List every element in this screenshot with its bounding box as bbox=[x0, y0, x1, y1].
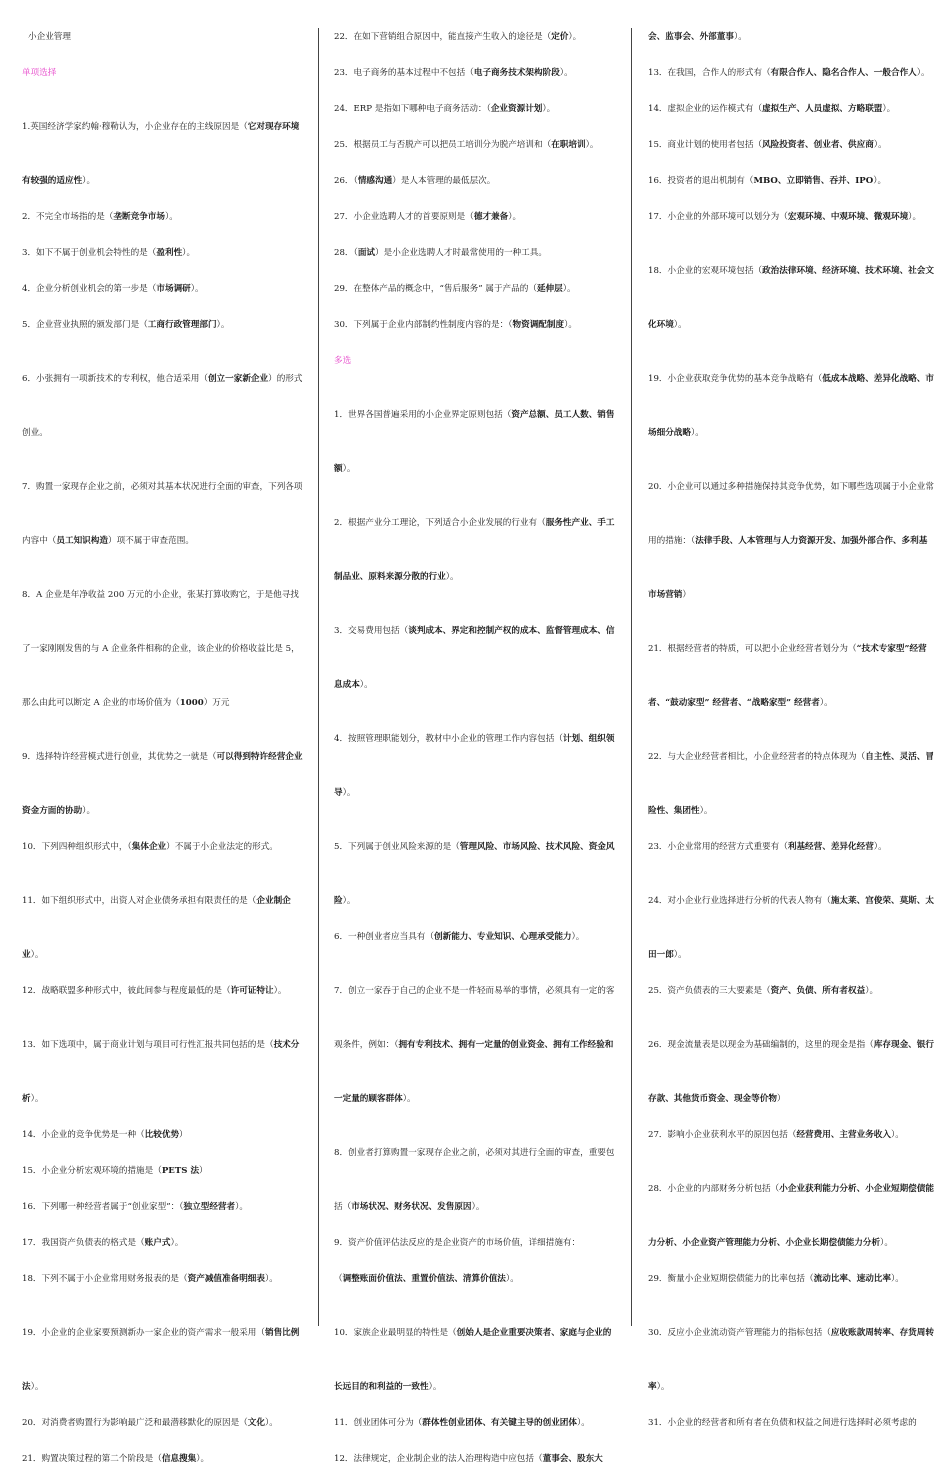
question-ending: ）。 bbox=[916, 68, 930, 78]
question-ending: ）。 bbox=[564, 320, 577, 330]
question-item bbox=[22, 460, 304, 568]
question-ending: ）。 bbox=[264, 1418, 278, 1428]
question-text: 16．下列哪一种经营者属于“创业家型”：（ bbox=[22, 1202, 184, 1212]
question-text: 23．电子商务的基本过程中不包括（ bbox=[334, 68, 474, 78]
question-item bbox=[648, 1126, 934, 1144]
question-ending: ）。 bbox=[873, 842, 887, 852]
question-item bbox=[22, 1450, 304, 1468]
question-ending: ）。 bbox=[673, 320, 687, 330]
question-ending: ）的形式创业。 bbox=[22, 374, 303, 438]
question-item bbox=[22, 730, 304, 838]
answer-text: 员工知识构造 bbox=[56, 536, 108, 546]
question-ending: ）。 bbox=[82, 176, 96, 186]
question-item bbox=[22, 838, 304, 856]
question-text: 2．根据产业分工理论，下列适合小企业发展的行业有（ bbox=[334, 518, 546, 528]
question-text: 18．小企业的宏观环境包括（ bbox=[648, 266, 763, 276]
question-text: 28．（ bbox=[334, 248, 358, 258]
answer-text: 有限合作人、隐名合作人、一般合作人 bbox=[770, 68, 917, 78]
question-text: 30．下列属于企业内部制约性制度内容的是：（ bbox=[334, 320, 513, 330]
question-text: 10．家族企业最明显的特性是（ bbox=[334, 1328, 457, 1338]
answer-text: 管理风险、市场风险、技术风险、资金风险 bbox=[334, 842, 615, 906]
question-text: 3．如下不属于创业机会特性的是（ bbox=[22, 248, 157, 258]
question-text: 21．根据经营者的特质，可以把小企业经营者划分为（ bbox=[648, 644, 857, 654]
question-ending: ）。 bbox=[82, 806, 96, 816]
column-divider bbox=[318, 28, 319, 1326]
question-item bbox=[648, 982, 934, 1000]
question-ending: ）。 bbox=[890, 1130, 904, 1140]
question-text: 30．反应小企业流动资产管理能力的指标包括（ bbox=[648, 1328, 831, 1338]
question-item bbox=[334, 1234, 619, 1252]
question-ending: ）。 bbox=[402, 1094, 416, 1104]
question-text: 15．商业计划的使用者包括（ bbox=[648, 140, 763, 150]
question-text: 9．资产价值评估法反应的是企业资产的市场价值，详细措施有： bbox=[334, 1238, 581, 1248]
question-text: 1.英国经济学家约翰·穆勒认为，小企业存在的主线原因是（ bbox=[22, 122, 248, 132]
question-text: 14．小企业的竞争优势是一种（ bbox=[22, 1130, 145, 1140]
question-text: 25．资产负债表的三大要素是（ bbox=[648, 986, 771, 996]
question-item bbox=[22, 1306, 304, 1414]
question-ending: ）。 bbox=[562, 284, 576, 294]
question-text: 14．虚拟企业的运作模式有（ bbox=[648, 104, 763, 114]
question-ending: ）不属于小企业法定的形式。 bbox=[166, 842, 278, 852]
question-item bbox=[22, 100, 304, 208]
answer-text: 可以得到特许经营企业资金方面的协助 bbox=[22, 752, 303, 816]
answer-text: 群体性创业团体、有关键主导的创业团体 bbox=[422, 1418, 577, 1428]
answer-text: 工商行政管理部门 bbox=[147, 320, 217, 330]
question-text: 1．世界各国普遍采用的小企业界定原则包括（ bbox=[334, 410, 512, 420]
question-text: 11．创业团体可分为（ bbox=[334, 1418, 423, 1428]
question-ending: ）。 bbox=[508, 212, 522, 222]
question-ending: ）。 bbox=[559, 68, 573, 78]
question-text: 21．购置决策过程的第二个阶段是（ bbox=[22, 1454, 162, 1464]
question-item bbox=[22, 568, 304, 730]
question-item bbox=[22, 1198, 304, 1216]
question-ending: ）。 bbox=[445, 572, 459, 582]
answer-text: 计划、组织领导 bbox=[334, 734, 615, 798]
question-text: 4．按照管理职能划分，教材中小企业的管理工作内容包括（ bbox=[334, 734, 563, 744]
question-ending: ）。 bbox=[505, 1274, 519, 1284]
answer-text: 盈利性 bbox=[156, 248, 183, 258]
answer-text: 信息搜集 bbox=[161, 1454, 197, 1464]
answer-text: 独立型经营者 bbox=[183, 1202, 236, 1212]
answer-text: 账户式 bbox=[144, 1238, 171, 1248]
question-item bbox=[334, 820, 619, 928]
answer-text: 集体企业 bbox=[131, 842, 167, 852]
question-item bbox=[22, 208, 304, 226]
question-ending: ）。 bbox=[585, 140, 599, 150]
answer-text: 流动比率、速动比率 bbox=[813, 1274, 891, 1284]
question-text: 24．对小企业行业选择进行分析的代表人物有（ bbox=[648, 896, 831, 906]
question-item bbox=[648, 874, 934, 982]
question-text: 3．交易费用包括（ bbox=[334, 626, 409, 636]
question-item bbox=[22, 1270, 304, 1288]
answer-text: 宏观环境、中观环境、微观环境 bbox=[787, 212, 909, 222]
answer-text: 许可证特让 bbox=[230, 986, 274, 996]
question-text: 20．小企业可以通过多种措施保持其竞争优势，如下哪些选项属于小企业常用的措施：（ bbox=[648, 482, 934, 546]
question-item bbox=[334, 496, 619, 604]
answer-text: 低成本战略、差异化战略、市场细分战略 bbox=[648, 374, 934, 438]
question-ending: ）是人本管理的最低层次。 bbox=[392, 176, 496, 186]
question-item bbox=[22, 1162, 304, 1180]
question-ending: ）。 bbox=[428, 1382, 442, 1392]
question-ending: ）。 bbox=[342, 464, 356, 474]
question-text: 23．小企业常用的经营方式重要有（ bbox=[648, 842, 788, 852]
question-item bbox=[334, 172, 619, 190]
question-text: 5．下列属于创业风险来源的是（ bbox=[334, 842, 460, 852]
question-ending: ）。 bbox=[235, 1202, 248, 1212]
answer-text: 延伸层 bbox=[536, 284, 563, 294]
question-text: 8．A 企业是年净收益 200 万元的小企业，张某打算收购它，于是他寻找了一家刚刚发售的与 A 企业条件相称的企业，该企业的价格收益比是 5，那么由此可以断定 A 企业的市场价值为（ bbox=[22, 590, 300, 708]
question-item bbox=[334, 1270, 619, 1288]
question-ending: ）。 bbox=[576, 1418, 590, 1428]
question-item bbox=[648, 622, 934, 730]
question-text: 17．我国资产负债表的格式是（ bbox=[22, 1238, 145, 1248]
answer-text: 销售比例法 bbox=[22, 1328, 300, 1392]
question-item bbox=[648, 100, 934, 118]
question-item bbox=[334, 28, 619, 46]
column-3 bbox=[648, 28, 934, 1428]
question-ending: ）。 bbox=[656, 1382, 670, 1392]
question-ending: ）万元 bbox=[203, 698, 230, 708]
document-title: 小企业管理 bbox=[28, 32, 71, 42]
answer-text: 服务性产业、手工制品业、原料来源分散的行业 bbox=[334, 518, 615, 582]
question-text: 5．企业营业执照的颁发部门是（ bbox=[22, 320, 148, 330]
answer-text: 资产总额、员工人数、销售额 bbox=[334, 410, 615, 474]
question-text: 9．选择特许经营模式进行创业，其优势之一就是（ bbox=[22, 752, 217, 762]
question-list-col2b bbox=[334, 388, 619, 1468]
question-text: 29．在整体产品的概念中，“售后服务” 属于产品的（ bbox=[334, 284, 537, 294]
question-item bbox=[22, 244, 304, 262]
question-item bbox=[648, 1306, 934, 1414]
answer-text: 利基经营、差异化经营 bbox=[787, 842, 874, 852]
question-item bbox=[648, 1018, 934, 1126]
question-ending: ）。 bbox=[30, 950, 44, 960]
answer-text: 面试 bbox=[357, 248, 376, 258]
question-text: 13．在我国，合作人的形式有（ bbox=[648, 68, 771, 78]
question-item bbox=[334, 100, 619, 118]
question-item bbox=[334, 712, 619, 820]
question-ending: ）。 bbox=[359, 680, 373, 690]
question-text: 4．企业分析创业机会的第一步是（ bbox=[22, 284, 157, 294]
answer-text: 创立一家新企业 bbox=[207, 374, 269, 384]
column-divider bbox=[631, 28, 632, 1326]
answer-text: 资产、负债、所有者权益 bbox=[770, 986, 866, 996]
question-item bbox=[648, 1414, 934, 1432]
answer-text: 在职培训 bbox=[551, 140, 586, 150]
column-2 bbox=[334, 28, 619, 1464]
question-item bbox=[334, 136, 619, 154]
answer-text: 经营费用、主营业务收入 bbox=[796, 1130, 891, 1140]
question-item bbox=[648, 352, 934, 460]
question-ending: ）。 bbox=[568, 32, 582, 42]
question-text: 18．下列不属于小企业常用财务报表的是（ bbox=[22, 1274, 188, 1284]
question-ending: ）。 bbox=[190, 284, 204, 294]
question-ending: ）是小企业选聘人才时最常使用的一种工具。 bbox=[375, 248, 547, 258]
answer-text: 调整账面价值法、重置价值法、清算价值法 bbox=[342, 1274, 506, 1284]
question-text: 13．如下选项中，属于商业计划与项目可行性汇报共同包括的是（ bbox=[22, 1040, 274, 1050]
question-text: 25．根据员工与否脱产可以把员工培训分为脱产培训和（ bbox=[334, 140, 552, 150]
answer-text: 定价 bbox=[551, 32, 569, 42]
answer-text: 施太莱、宫俊荣、莫斯、太田一郎 bbox=[648, 896, 934, 960]
question-text: 26．现金流量表是以现金为基础编制的，这里的现金是指（ bbox=[648, 1040, 874, 1050]
answer-text: 垄断竞争市场 bbox=[113, 212, 165, 222]
question-text: 10．下列四种组织形式中，（ bbox=[22, 842, 132, 852]
question-ending: ）。 bbox=[873, 140, 887, 150]
question-text: 11．如下组织形式中，出资人对企业债务承担有限责任的是（ bbox=[22, 896, 257, 906]
question-text: （ bbox=[334, 1274, 343, 1284]
answer-text: 拥有专利技术、拥有一定量的创业资金、拥有工作经验和一定量的顾客群体 bbox=[334, 1040, 614, 1104]
question-text: 2．不完全市场指的是（ bbox=[22, 212, 114, 222]
question-item bbox=[22, 982, 304, 1000]
question-ending: ）。 bbox=[30, 1382, 44, 1392]
question-text: 16．投资者的退出机制有（ bbox=[648, 176, 754, 186]
answer-text: 物资调配制度 bbox=[512, 320, 565, 330]
question-item bbox=[334, 1414, 619, 1432]
answer-text: 应收账款周转率、存货周转率 bbox=[648, 1328, 934, 1392]
question-item bbox=[648, 64, 934, 82]
question-item bbox=[22, 874, 304, 982]
section-heading-single-choice: 单项选择 bbox=[22, 68, 57, 78]
question-ending: ）。 bbox=[699, 806, 713, 816]
question-item bbox=[648, 208, 934, 226]
question-item bbox=[334, 1450, 619, 1468]
answer-text: 它对现存环境有较强的适应性 bbox=[22, 122, 300, 186]
question-item bbox=[334, 64, 619, 82]
question-ending: ）。 bbox=[216, 320, 230, 330]
question-ending: ）。 bbox=[873, 176, 887, 186]
question-text: 27．影响小企业获利水平的原因包括（ bbox=[648, 1130, 797, 1140]
question-ending: ）。 bbox=[865, 986, 879, 996]
answer-text: 德才兼备 bbox=[473, 212, 509, 222]
question-ending: ） bbox=[199, 1166, 208, 1176]
question-text: 28．小企业的内部财务分析包括（ bbox=[648, 1184, 780, 1194]
question-ending: ）。 bbox=[908, 212, 922, 222]
question-ending: ）项不属于审查范围。 bbox=[107, 536, 194, 546]
question-text: 15．小企业分析宏观环境的措施是（ bbox=[22, 1166, 162, 1176]
question-ending: ）。 bbox=[273, 986, 287, 996]
question-item bbox=[648, 1162, 934, 1270]
answer-text: 自主性、灵活、冒险性、集团性 bbox=[648, 752, 934, 816]
question-list-col3 bbox=[648, 28, 934, 1432]
question-text: 22．与大企业经营者相比，小企业经营者的特点体现为（ bbox=[648, 752, 866, 762]
question-text: 26．（ bbox=[334, 176, 358, 186]
question-text: 17．小企业的外部环境可以划分为（ bbox=[648, 212, 788, 222]
question-text: 22．在如下营销组合原因中，能直接产生收入的途径是（ bbox=[334, 32, 552, 42]
question-item bbox=[334, 928, 619, 946]
question-item bbox=[334, 604, 619, 712]
answer-text: 会、监事会、外部董事 bbox=[648, 32, 734, 42]
question-ending: ）。 bbox=[342, 896, 356, 906]
question-ending: ）。 bbox=[571, 932, 585, 942]
answer-text: 企业制企业 bbox=[22, 896, 291, 960]
question-item bbox=[334, 964, 619, 1126]
question-ending: ）。 bbox=[170, 1238, 184, 1248]
question-text: 19．小企业的企业家要预测新办一家企业的资产需求一般采用（ bbox=[22, 1328, 265, 1338]
answer-text: 比较优势 bbox=[144, 1130, 180, 1140]
question-item bbox=[22, 352, 304, 460]
question-item bbox=[648, 244, 934, 352]
question-ending: ）。 bbox=[471, 1202, 485, 1212]
question-item bbox=[334, 388, 619, 496]
answer-text: 企业资源计划 bbox=[490, 104, 543, 114]
question-text: 24．ERP 是指如下哪种电子商务活动：（ bbox=[334, 104, 491, 114]
question-item bbox=[334, 316, 619, 334]
question-ending: ）。 bbox=[30, 1094, 44, 1104]
question-text: 27．小企业选聘人才的首要原则是（ bbox=[334, 212, 474, 222]
question-item bbox=[22, 316, 304, 334]
question-ending: ）。 bbox=[880, 1238, 893, 1248]
question-item bbox=[22, 280, 304, 298]
question-ending: ）。 bbox=[342, 788, 356, 798]
question-item bbox=[648, 460, 934, 622]
question-ending: ）。 bbox=[196, 1454, 210, 1464]
question-ending: ）。 bbox=[264, 1274, 278, 1284]
question-ending: ）。 bbox=[542, 104, 556, 114]
answer-text: 市场调研 bbox=[156, 284, 191, 294]
question-text: 31．小企业的经营者和所有者在负债和权益之间进行选择时必须考虑的 bbox=[648, 1418, 917, 1428]
question-text: 8．创业者打算购置一家现存企业之前，必须对其进行全面的审查，重要包括（ bbox=[334, 1148, 615, 1212]
answer-text: 情感沟通 bbox=[357, 176, 393, 186]
question-item bbox=[648, 730, 934, 838]
question-list-col1 bbox=[22, 100, 304, 1468]
answer-text: 虚拟生产、人员虚拟、方略联盟 bbox=[762, 104, 883, 114]
answer-text: 电子商务技术架构阶段 bbox=[473, 68, 560, 78]
question-ending: ） bbox=[179, 1130, 188, 1140]
question-item bbox=[334, 244, 619, 262]
question-item bbox=[22, 1018, 304, 1126]
question-ending: ） bbox=[682, 590, 691, 600]
section-heading-multi-choice: 多选 bbox=[334, 356, 352, 366]
question-ending: ）。 bbox=[182, 248, 196, 258]
answer-text: 创新能力、专业知识、心理承受能力 bbox=[434, 932, 572, 942]
answer-text: 风险投资者、创业者、供应商 bbox=[762, 140, 874, 150]
answer-text: 技术分析 bbox=[22, 1040, 300, 1104]
answer-text: 文化 bbox=[247, 1418, 265, 1428]
question-ending: ）。 bbox=[164, 212, 178, 222]
answer-text: 市场状况、财务状况、发售原因 bbox=[351, 1202, 472, 1212]
question-item bbox=[334, 1126, 619, 1234]
question-item bbox=[334, 280, 619, 298]
answer-text: MBO、立即销售、吞并、IPO bbox=[753, 176, 874, 186]
question-text: 20．对消费者购置行为影响最广泛和最潜移默化的原因是（ bbox=[22, 1418, 248, 1428]
question-item bbox=[648, 838, 934, 856]
column-1 bbox=[22, 28, 304, 1464]
question-item bbox=[22, 1414, 304, 1432]
question-ending: ）。 bbox=[819, 698, 833, 708]
question-text: 12．法律规定，企业制企业的法人治理构造中应包括（ bbox=[334, 1454, 543, 1464]
question-ending: ）。 bbox=[882, 104, 896, 114]
question-text: 29．衡量小企业短期偿债能力的比率包括（ bbox=[648, 1274, 814, 1284]
question-text: 19．小企业获取竞争优势的基本竞争战略有（ bbox=[648, 374, 823, 384]
question-text: 6．小张拥有一项新技术的专利权，他合适采用（ bbox=[22, 374, 208, 384]
answer-text: 董事会、股东大 bbox=[542, 1454, 603, 1464]
answer-text: 资产减值准备明细表 bbox=[187, 1274, 265, 1284]
question-text: 7．创立一家吞于自己的企业不是一件轻而易举的事情，必须具有一定的客观条件，例如：（ bbox=[334, 986, 615, 1050]
question-list-col2a bbox=[334, 28, 619, 334]
question-text: 6．一种创业者应当具有（ bbox=[334, 932, 434, 942]
question-ending: ）。 bbox=[890, 1274, 904, 1284]
answer-text: 政治法律环境、经济环境、技术环境、社会文化环境 bbox=[648, 266, 934, 330]
answer-text: “技术专家型”经营者、“鼓动家型” 经营者、“战略家型” 经营者 bbox=[648, 644, 927, 708]
answer-text: 创始人是企业重要决策者、家庭与企业的长远目的和利益的一致性 bbox=[334, 1328, 612, 1392]
question-text: 7．购置一家现存企业之前，必须对其基本状况进行全面的审查，下列各项内容中（ bbox=[22, 482, 303, 546]
question-item bbox=[22, 1234, 304, 1252]
question-ending: ）。 bbox=[690, 428, 704, 438]
question-item bbox=[648, 172, 934, 190]
question-item bbox=[648, 136, 934, 154]
question-item bbox=[334, 1306, 619, 1414]
question-ending: ） bbox=[776, 1094, 786, 1104]
question-text: 12．战略联盟多种形式中，彼此间参与程度最低的是（ bbox=[22, 986, 231, 996]
question-item bbox=[648, 28, 934, 46]
question-ending: ）。 bbox=[673, 950, 687, 960]
answer-text: 法律手段、人本管理与人力资源开发、加强外部合作、多利基市场营销 bbox=[648, 536, 928, 600]
question-item bbox=[22, 1126, 304, 1144]
answer-text: PETS 法 bbox=[161, 1166, 200, 1176]
answer-text: 1000 bbox=[179, 698, 204, 708]
answer-text: 小企业获利能力分析、小企业短期偿债能力分析、小企业资产管理能力分析、小企业长期偿债能力分析 bbox=[648, 1184, 934, 1248]
question-item bbox=[334, 208, 619, 226]
question-ending: ）。 bbox=[733, 32, 747, 42]
answer-text: 谈判成本、界定和控制产权的成本、监督管理成本、信息成本 bbox=[334, 626, 615, 690]
question-item bbox=[648, 1270, 934, 1288]
answer-text: 库存现金、银行存款、其他货币资金、现金等价物 bbox=[648, 1040, 934, 1104]
